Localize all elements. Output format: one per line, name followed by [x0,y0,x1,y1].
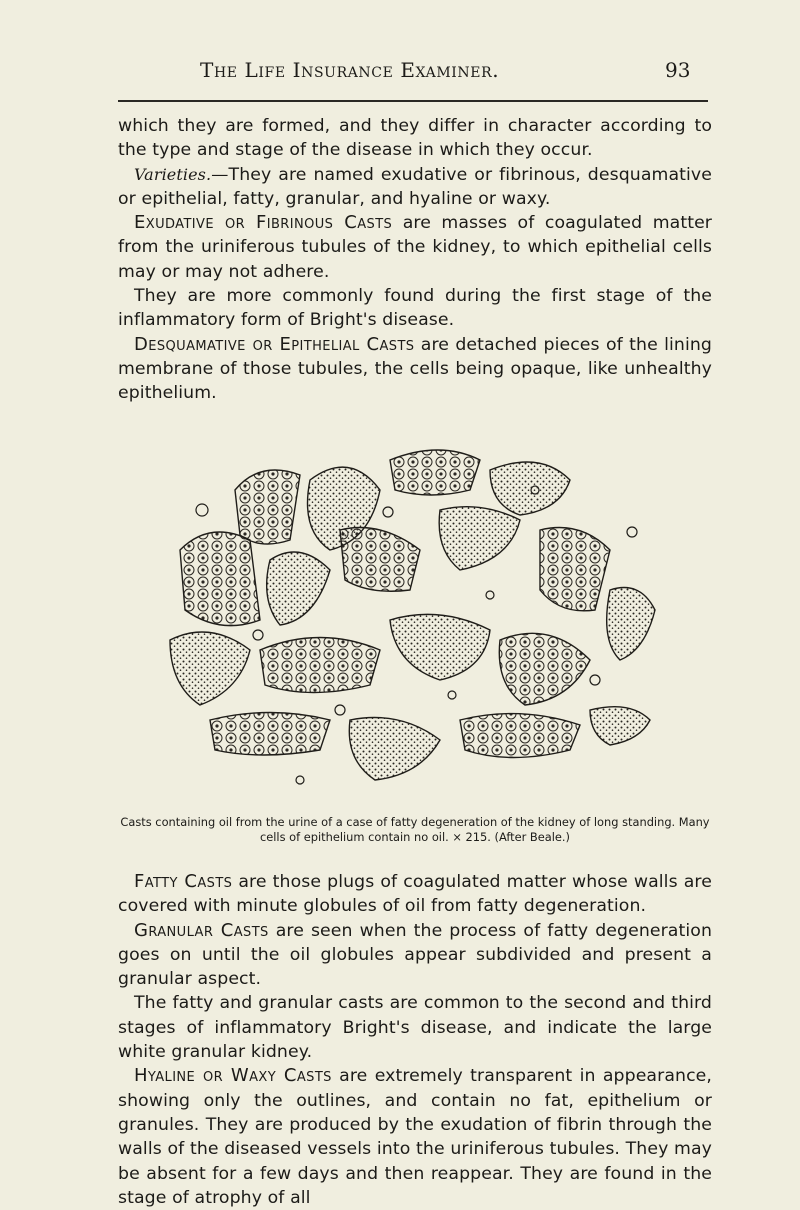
text-block-upper [118,114,712,406]
page-number: 93 [665,58,691,82]
exudative-heading: Exudative or Fibrinous Casts [134,212,393,234]
running-title: The Life Insurance Examiner. [200,58,500,82]
paragraph-desquamative [118,333,712,406]
paragraph-exudative [118,211,712,284]
casts-illustration [140,420,670,808]
fatty-heading: Fatty Casts [134,871,233,892]
paragraph-varieties [118,163,712,212]
granular-heading: Granular Casts [134,919,269,941]
cast-shapes [170,450,655,780]
header-rule [118,100,708,102]
hyaline-heading: Hyaline or Waxy Casts [134,1065,332,1087]
paragraph-stages: The fatty and granular casts are common to the second and third stages of inflammatory Bright's disease, and indicate the large white granular kidney. [118,993,712,1063]
paragraph-first-stage: They are more commonly found during the first stage of the inflammatory form of Bright's disease. [118,286,712,331]
text-block-lower [118,870,712,1210]
figure-caption: Casts containing oil from the urine of a case of fatty degeneration of the kidney of long standing. Many cells of epithelium contain no oil. × 215. (After Beale.) [120,815,710,844]
desquamative-text: are detached pieces of the lining membrane of those tubules, the cells being opaque, like unhealthy epithelium. [118,334,712,404]
casts-engraving [140,420,670,808]
desquamative-heading: Desquamative or Epithelial Casts [134,333,415,355]
paragraph-fatty [118,870,712,919]
paragraph-granular [118,919,712,992]
paragraph-continuation: which they are formed, and they differ in character according to the type and stage of the disease in which they occur. [118,116,712,161]
fatty-text: are those plugs of coagulated matter whose walls are covered with minute globules of oil from fatty degeneration. [118,872,712,917]
paragraph-hyaline [118,1064,712,1210]
hyaline-text: are extremely transparent in appearance, showing only the outlines, and contain no fat, epithelium or granules. They are produced by the exudation of fibrin through the walls of the diseased vessels into the uriniferous tubules. They may be absent for a few days and then reappear. They are found in the stage of atrophy of all [118,1066,712,1208]
varieties-heading: Varieties. [134,164,212,184]
running-head [0,58,800,88]
varieties-text: —They are named exudative or fibrinous, desquamative or epithelial, fatty, granular, and hyaline or waxy. [118,164,712,209]
exudative-text: are masses of coagulated matter from the uriniferous tubules of the kidney, to which epithelial cells may or may not adhere. [118,213,713,282]
granular-text: are seen when the process of fatty degeneration goes on until the oil globules appear subdivided and present a granular aspect. [118,920,712,990]
